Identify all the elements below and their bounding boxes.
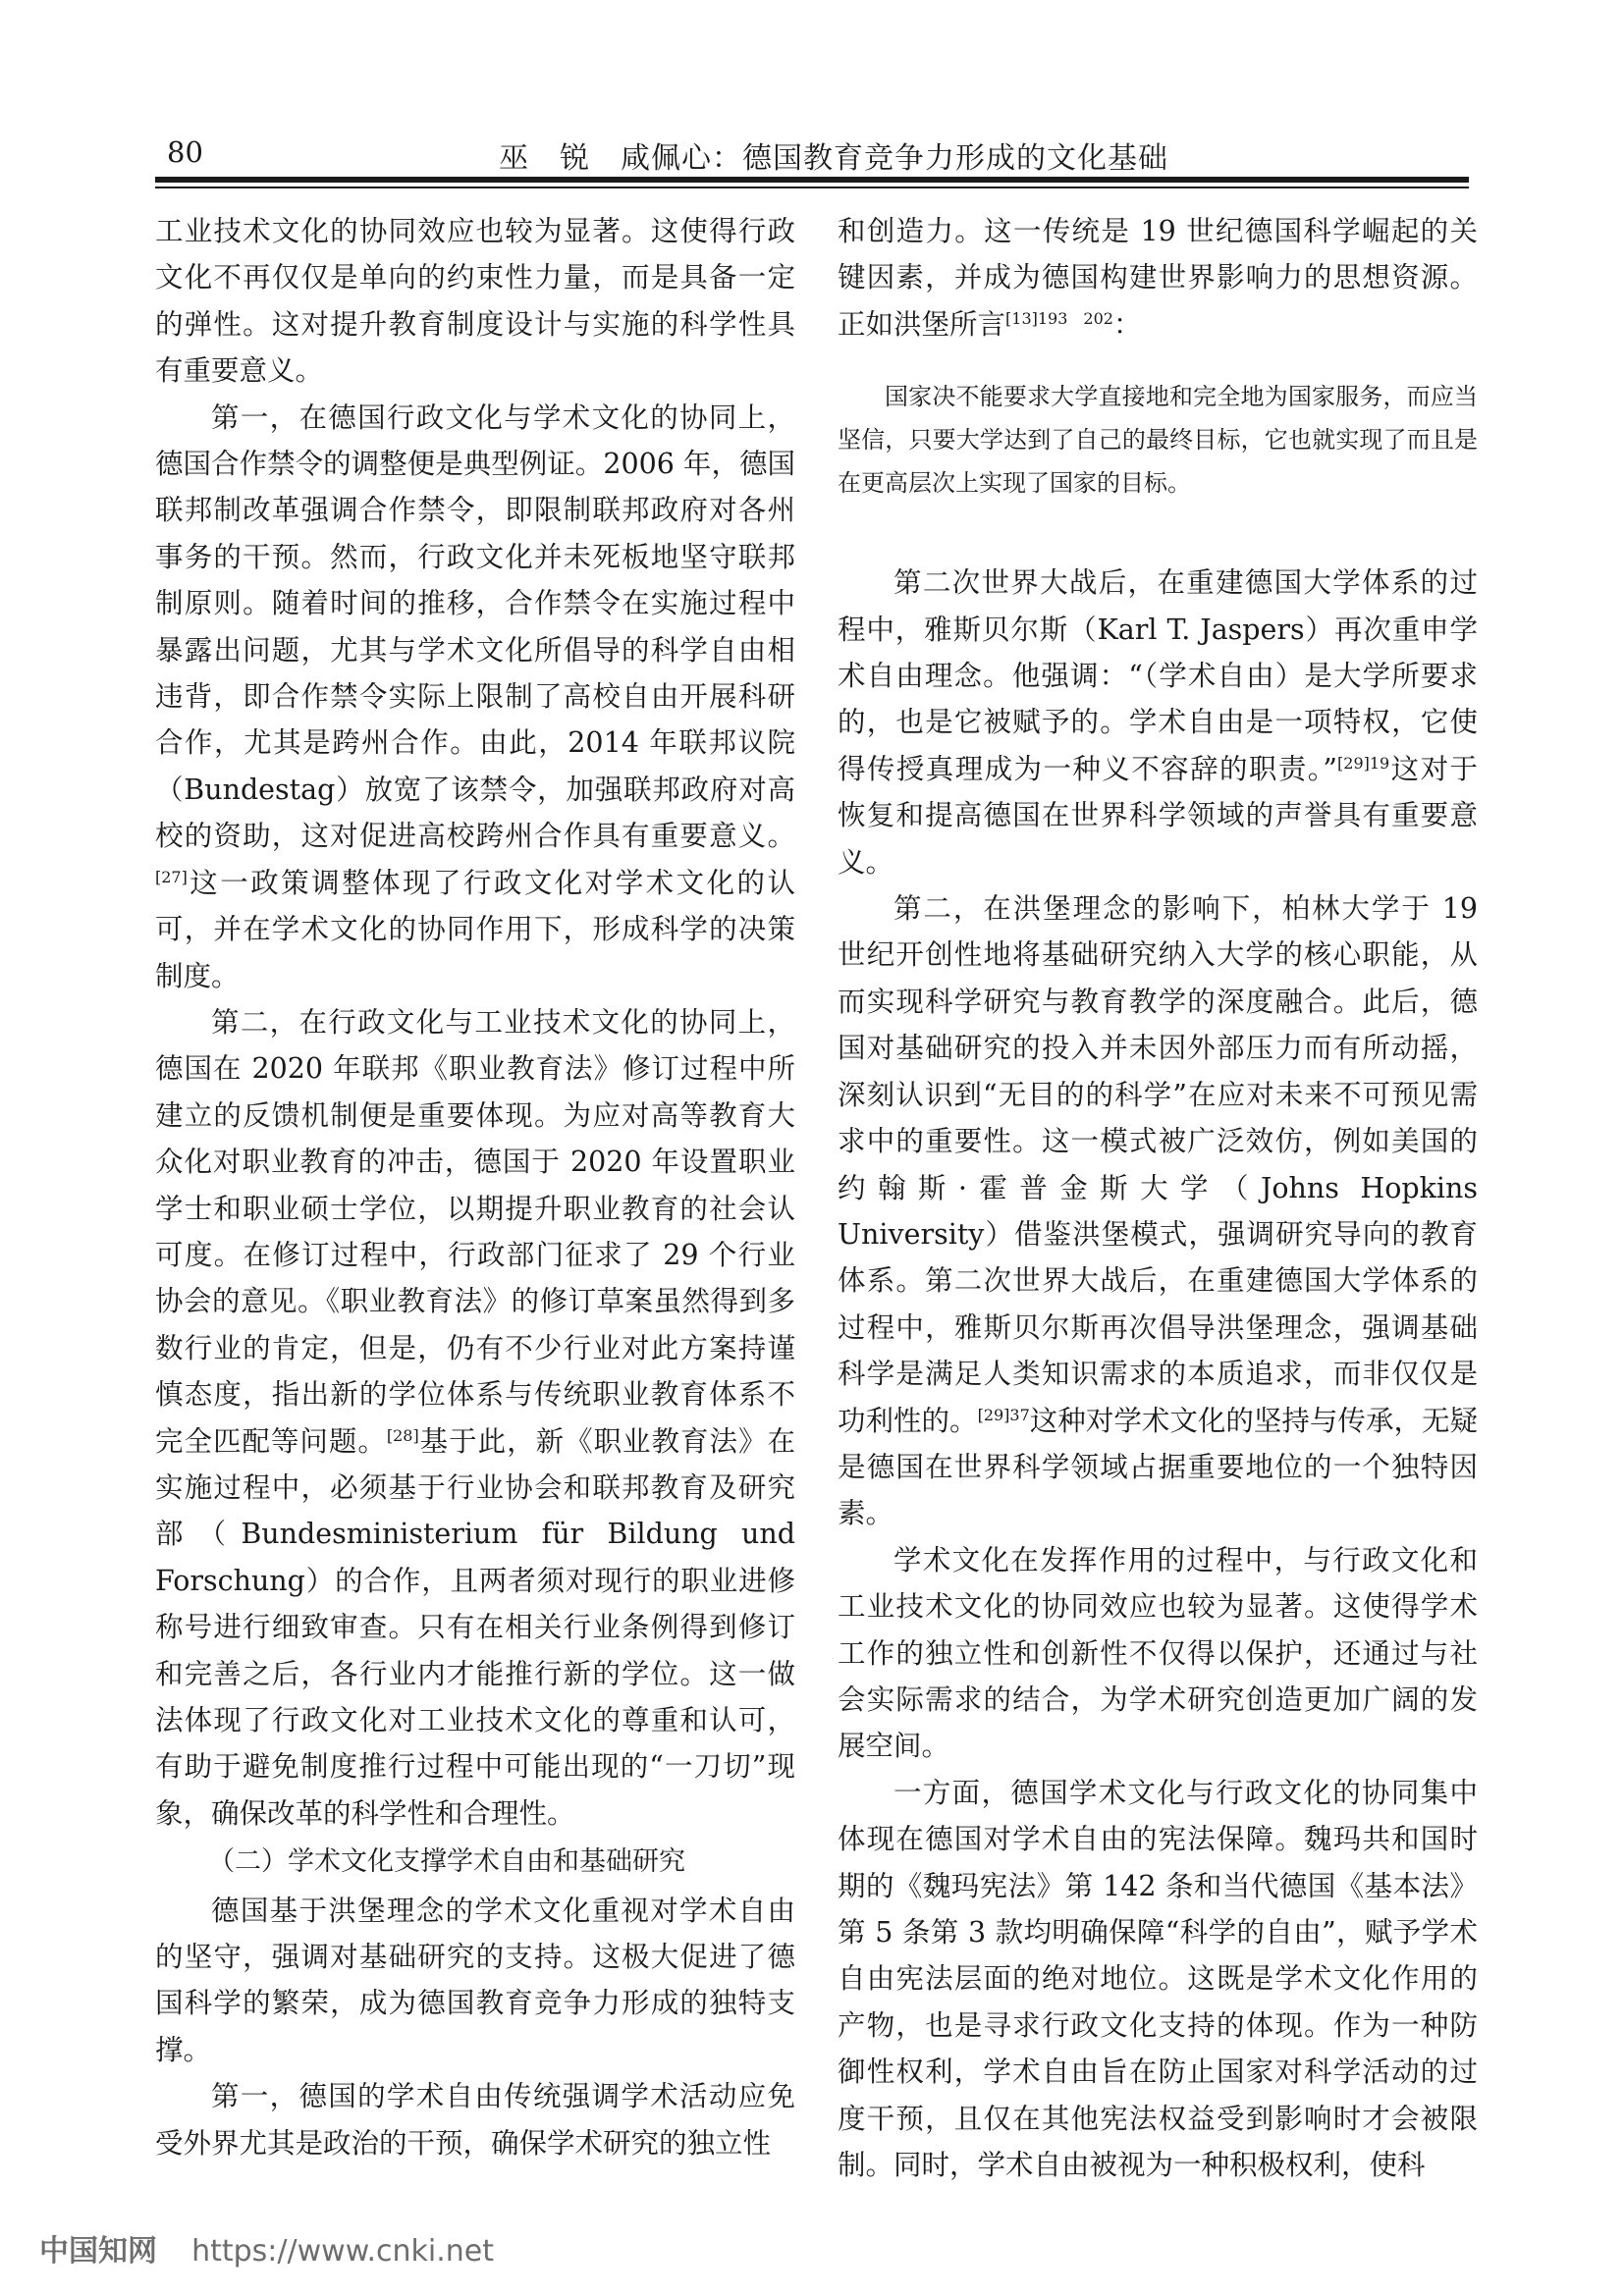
paragraph [838,885,1478,1537]
footer-watermark [39,2226,494,2269]
paragraph [155,999,795,1837]
footer-url[interactable]: https://www.cnki.net [191,2234,495,2269]
running-title: 巫 锐 咸佩心：德国教育竞争力形成的文化基础 [499,141,1168,176]
cnki-logo: 中国知网 [39,2234,157,2269]
paragraph [155,395,795,999]
paragraph [838,560,1478,885]
left-column [155,208,795,2166]
paragraph: 学术文化在发挥作用的过程中，与行政文化和工业技术文化的协同效应也较为显著。这使得学术工作的独立性和创新性不仅得以保护，还通过与社会实际需求的结合，为学术研究创造更加广阔的发展空间。 [838,1543,1478,1763]
paragraph: 一方面，德国学术文化与行政文化的协同集中体现在德国对学术自由的宪法保障。魏玛共和国时期的《魏玛宪法》第 142 条和当代德国《基本法》第 5 条第 3 款均明确保障“科学的自由”，赋予学术自由宪法层面的绝对地位。这既是学术文化作用的产物，也是寻求行政文化支持的体现。作为一种防御性权利，学术自由旨在防止国家对科学活动的过度干预，且仅在其他宪法权益受到影响时才会被限制。同时，学术自由被视为一种积极权利，使科 [838,1776,1478,2182]
paragraph-text: 第二次世界大战后，在重建德国大学体系的过程中，雅斯贝尔斯（Karl T. Jaspers）再次重申学术自由理念。他强调：“（学术自由）是大学所要求的，也是它被赋予的。学术自由是一项特权，它使得传授真理成为一种义不容辞的职责。” [838,566,1478,785]
paragraph-text: 这一政策调整体现了行政文化对学术文化的认可，并在学术文化的协同作用下，形成科学的决策制度。 [155,866,795,992]
running-header [155,130,1469,177]
page-number: 80 [167,135,203,169]
paragraph: 德国基于洪堡理念的学术文化重视对学术自由的坚守，强调对基础研究的支持。这极大促进了德国科学的繁荣，成为德国教育竞争力形成的独特支撑。 [155,1894,795,2066]
paragraph-text: 第二，在洪堡理念的影响下，柏林大学于 19 世纪开创性地将基础研究纳入大学的核心职能，从而实现科学研究与教育教学的深度融合。此后，德国对基础研究的投入并未因外部压力而有所动摇，深刻认识到“无目的的科学”在应对未来不可预见需求中的重要性。这一模式被广泛效仿，例如美国的约翰斯·霍普金斯大学（Johns Hopkins University）借鉴洪堡模式，强调研究导向的教育体系。第二次世界大战后，在重建德国大学体系的过程中，雅斯贝尔斯再次倡导洪堡理念，强调基础科学是满足人类知识需求的本质追求，而非仅仅是功利性的。 [838,892,1478,1437]
header-rule-thick [155,177,1469,183]
paragraph-text: 这对于恢复和提高德国在世界科学领域的声誉具有重要意义。 [838,752,1478,879]
paragraph: 第一，德国的学术自由传统强调学术活动应免受外界尤其是政治的干预，确保学术研究的独立性 [155,2080,795,2160]
citation-ref: [27] [155,867,188,886]
citation-ref: [28] [386,1425,419,1445]
citation-ref: [29]19 [1337,753,1390,773]
paragraph-text: 这种对学术文化的坚持与传承，无疑是德国在世界科学领域占据重要地位的一个独特因素。 [838,1404,1478,1530]
paragraph-text: ： [1112,307,1142,341]
right-column [838,208,1478,2188]
citation-ref: [13]193 202 [1005,308,1113,328]
paragraph-text: 和创造力。这一传统是 19 世纪德国科学崛起的关键因素，并成为德国构建世界影响力的思想资源。正如洪堡所言 [838,215,1478,341]
paragraph-text: 第一，在德国行政文化与学术文化的协同上，德国合作禁令的调整便是典型例证。2006 年，德国联邦制改革强调合作禁令，即限制联邦政府对各州事务的干预。然而，行政文化并未死板地坚守联邦制原则。随着时间的推移，合作禁令在实施过程中暴露出问题，尤其与学术文化所倡导的科学自由相违背，即合作禁令实际上限制了高校自由开展科研合作，尤其是跨州合作。由此，2014 年联邦议院（Bundestag）放宽了该禁令，加强联邦政府对高校的资助，这对促进高校跨州合作具有重要意义。 [155,400,795,853]
block-quote: 国家决不能要求大学直接地和完全地为国家服务，而应当坚信，只要大学达到了自己的最终目标，它也就实现了而且是在更高层次上实现了国家的目标。 [838,383,1478,498]
paragraph-text: 第二，在行政文化与工业技术文化的协同上，德国在 2020 年联邦《职业教育法》修订过程中所建立的反馈机制便是重要体现。为应对高等教育大众化对职业教育的冲击，德国于 2020 年设置职业学士和职业硕士学位，以期提升职业教育的社会认可度。在修订过程中，行政部门征求了 29 个行业协会的意见。《职业教育法》的修订草案虽然得到多数行业的肯定，但是，仍有不少行业对此方案持谨慎态度，指出新的学位体系与传统职业教育体系不完全匹配等问题。 [155,1005,795,1458]
paragraph-text: 基于此，新《职业教育法》在实施过程中，必须基于行业协会和联邦教育及研究部（Bundesministerium für Bildung und Forschung）的合作，且两者须对现行的职业进修称号进行细致审查。只有在相关行业条例得到修订和完善之后，各行业内才能推行新的学位。这一做法体现了行政文化对工业技术文化的尊重和认可，有助于避免制度推行过程中可能出现的“一刀切”现象，确保改革的科学性和合理性。 [155,1424,795,1830]
citation-ref: [29]37 [977,1405,1030,1424]
header-rule-thin [155,187,1469,188]
paragraph [838,208,1478,347]
paragraph: 工业技术文化的协同效应也较为显著。这使得行政文化不再仅仅是单向的约束性力量，而是具备一定的弹性。这对提升教育制度设计与实施的科学性具有重要意义。 [155,215,795,388]
section-subheading: （二）学术文化支撑学术自由和基础研究 [208,1846,685,1878]
